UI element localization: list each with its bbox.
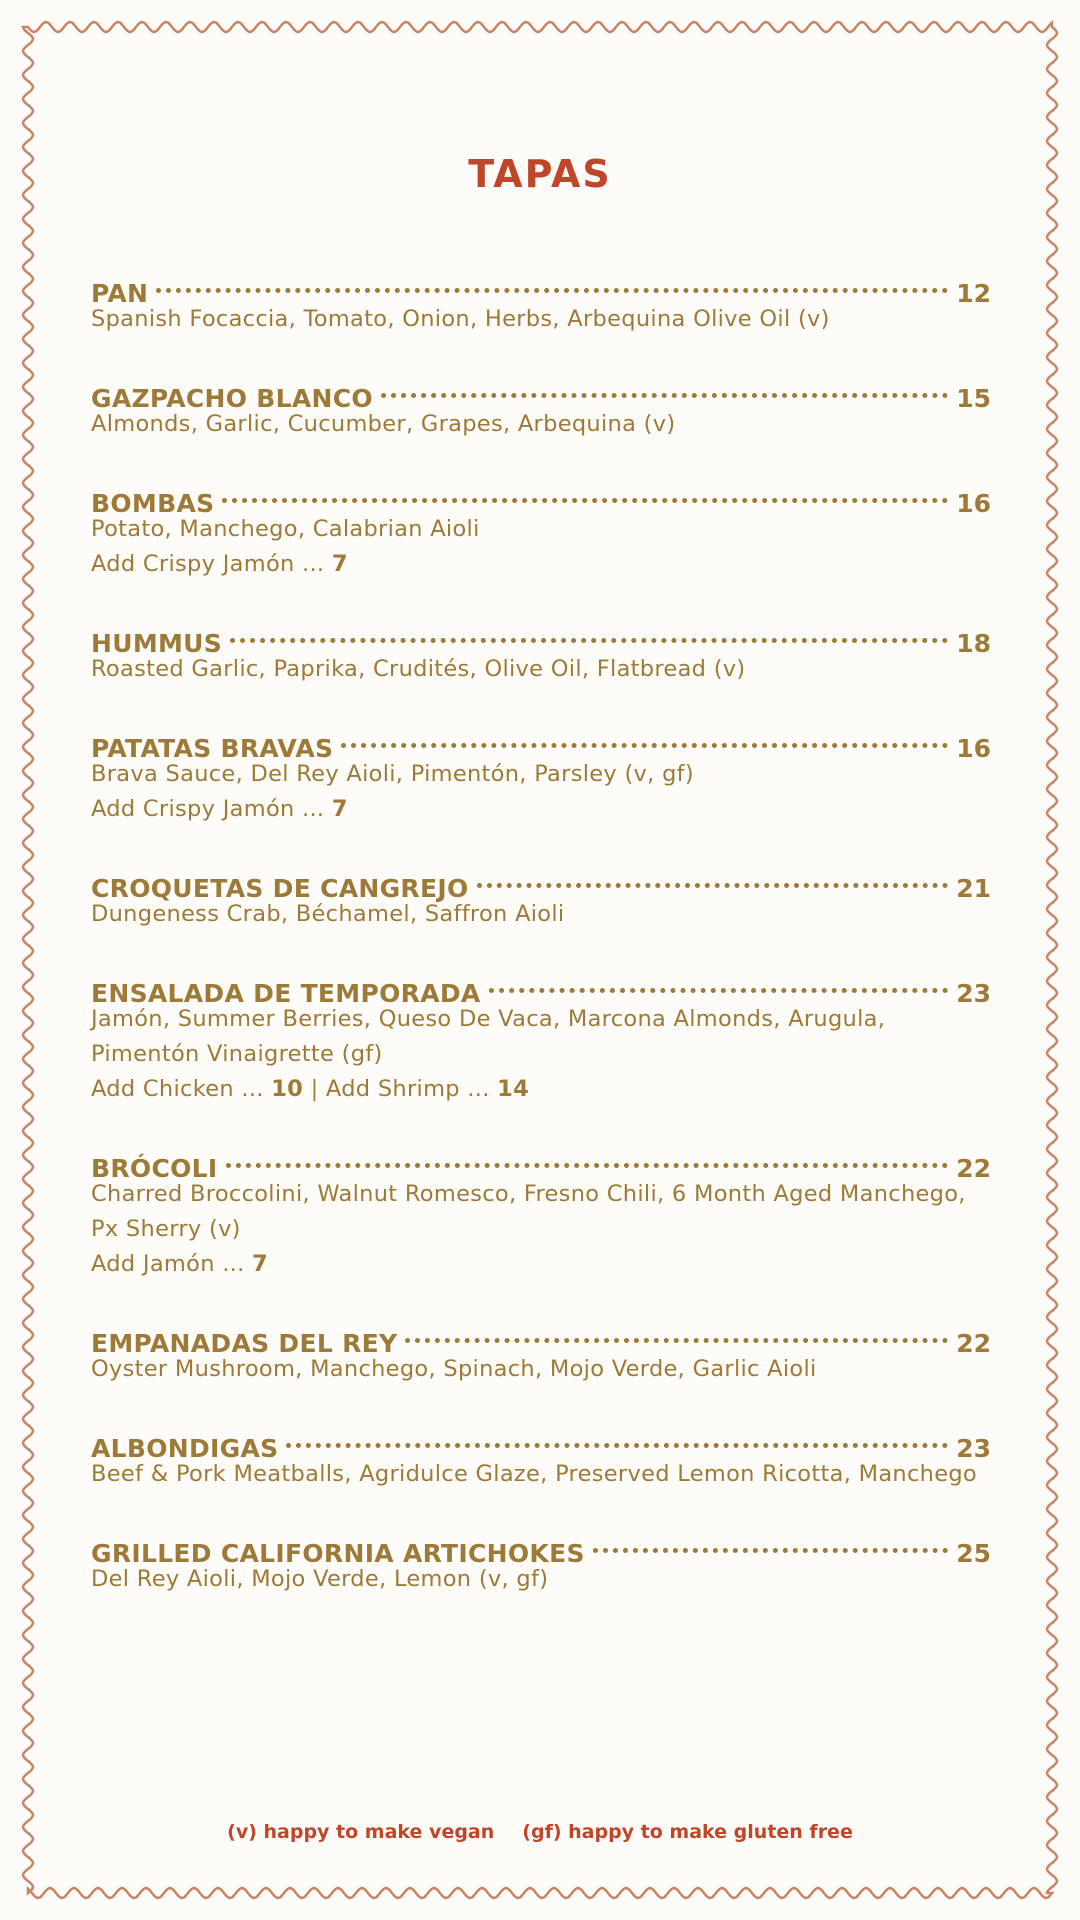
item-description: Dungeness Crab, Béchamel, Saffron Aioli (91, 901, 565, 927)
item-description: Spanish Focaccia, Tomato, Onion, Herbs, Arbequina Olive Oil (v) (91, 306, 830, 332)
menu-item (91, 1421, 991, 1492)
addon-label: Add Chicken ... (91, 1076, 264, 1102)
menu-item (91, 266, 991, 337)
item-price: 16 (956, 734, 991, 763)
item-price: 22 (956, 1329, 991, 1358)
item-description: Almonds, Garlic, Cucumber, Grapes, Arbequina (v) (91, 411, 676, 437)
dot-leader (477, 861, 949, 897)
dot-leader (381, 371, 948, 407)
dot-leader (222, 476, 948, 512)
dietary-footer (0, 1821, 1080, 1843)
item-price: 16 (956, 489, 991, 518)
menu-item (91, 1141, 991, 1282)
menu-item (91, 476, 991, 582)
menu-item (91, 1526, 991, 1597)
item-price: 18 (956, 629, 991, 658)
menu-item (91, 721, 991, 827)
gluten-free-note: (gf) happy to make gluten free (522, 1821, 853, 1843)
item-name: GRILLED CALIFORNIA ARTICHOKES (91, 1539, 585, 1568)
menu-title: TAPAS (468, 152, 612, 196)
menu-item (91, 861, 991, 932)
addon-price: 14 (497, 1076, 530, 1102)
item-name: ENSALADA DE TEMPORADA (91, 979, 481, 1008)
item-price: 25 (956, 1539, 991, 1568)
addon-label: Add Jamón ... (91, 1251, 245, 1277)
item-name: PATATAS BRAVAS (91, 734, 334, 763)
item-name: CROQUETAS DE CANGREJO (91, 874, 469, 903)
item-description: Jamón, Summer Berries, Queso De Vaca, Marcona Almonds, Arugula, (91, 1006, 886, 1032)
item-description: Charred Broccolini, Walnut Romesco, Fresno Chili, 6 Month Aged Manchego, (91, 1181, 966, 1207)
dot-leader (593, 1526, 948, 1562)
addon-price: 10 (271, 1076, 304, 1102)
item-description: Brava Sauce, Del Rey Aioli, Pimentón, Parsley (v, gf) (91, 761, 694, 787)
item-name: HUMMUS (91, 629, 223, 658)
menu-item (91, 1316, 991, 1387)
item-description: Roasted Garlic, Paprika, Crudités, Olive Oil, Flatbread (v) (91, 656, 746, 682)
dot-leader (489, 966, 949, 1002)
item-description: Pimentón Vinaigrette (gf) (91, 1041, 383, 1067)
item-addon (91, 792, 991, 827)
item-price: 12 (956, 279, 991, 308)
item-price: 21 (956, 874, 991, 903)
item-description: Oyster Mushroom, Manchego, Spinach, Mojo Verde, Garlic Aioli (91, 1356, 817, 1382)
item-description: Px Sherry (v) (91, 1216, 241, 1242)
item-name: ALBONDIGAS (91, 1434, 279, 1463)
dot-leader (230, 616, 948, 652)
item-name: EMPANADAS DEL REY (91, 1329, 398, 1358)
menu-item (91, 966, 991, 1107)
addon-label: Add Crispy Jamón ... (91, 551, 325, 577)
vegan-note: (v) happy to make vegan (227, 1821, 495, 1843)
item-addon (91, 1247, 991, 1282)
item-description: Beef & Pork Meatballs, Agridulce Glaze, Preserved Lemon Ricotta, Manchego (91, 1461, 977, 1487)
item-addon (91, 547, 991, 582)
item-name: BOMBAS (91, 489, 215, 518)
menu-item (91, 371, 991, 442)
menu-item (91, 616, 991, 687)
addon-label: Add Shrimp ... (325, 1076, 490, 1102)
item-description: Potato, Manchego, Calabrian Aioli (91, 516, 480, 542)
item-price: 15 (956, 384, 991, 413)
item-price: 23 (956, 1434, 991, 1463)
item-price: 22 (956, 1154, 991, 1183)
dot-leader (341, 721, 948, 757)
addon-price: 7 (252, 1251, 269, 1277)
addon-price: 7 (331, 551, 348, 577)
item-addon: Add Chicken ... 10 | Add Shrimp ... 14 (91, 1076, 530, 1102)
addon-label: Add Crispy Jamón ... (91, 796, 325, 822)
addon-price: 7 (331, 796, 348, 822)
dot-leader (226, 1141, 949, 1177)
item-price: 23 (956, 979, 991, 1008)
item-name: BRÓCOLI (91, 1154, 218, 1183)
item-name: PAN (91, 279, 149, 308)
dot-leader (156, 266, 948, 302)
dot-leader (286, 1421, 948, 1457)
dot-leader (405, 1316, 948, 1352)
item-description: Del Rey Aioli, Mojo Verde, Lemon (v, gf) (91, 1566, 549, 1592)
item-name: GAZPACHO BLANCO (91, 384, 373, 413)
